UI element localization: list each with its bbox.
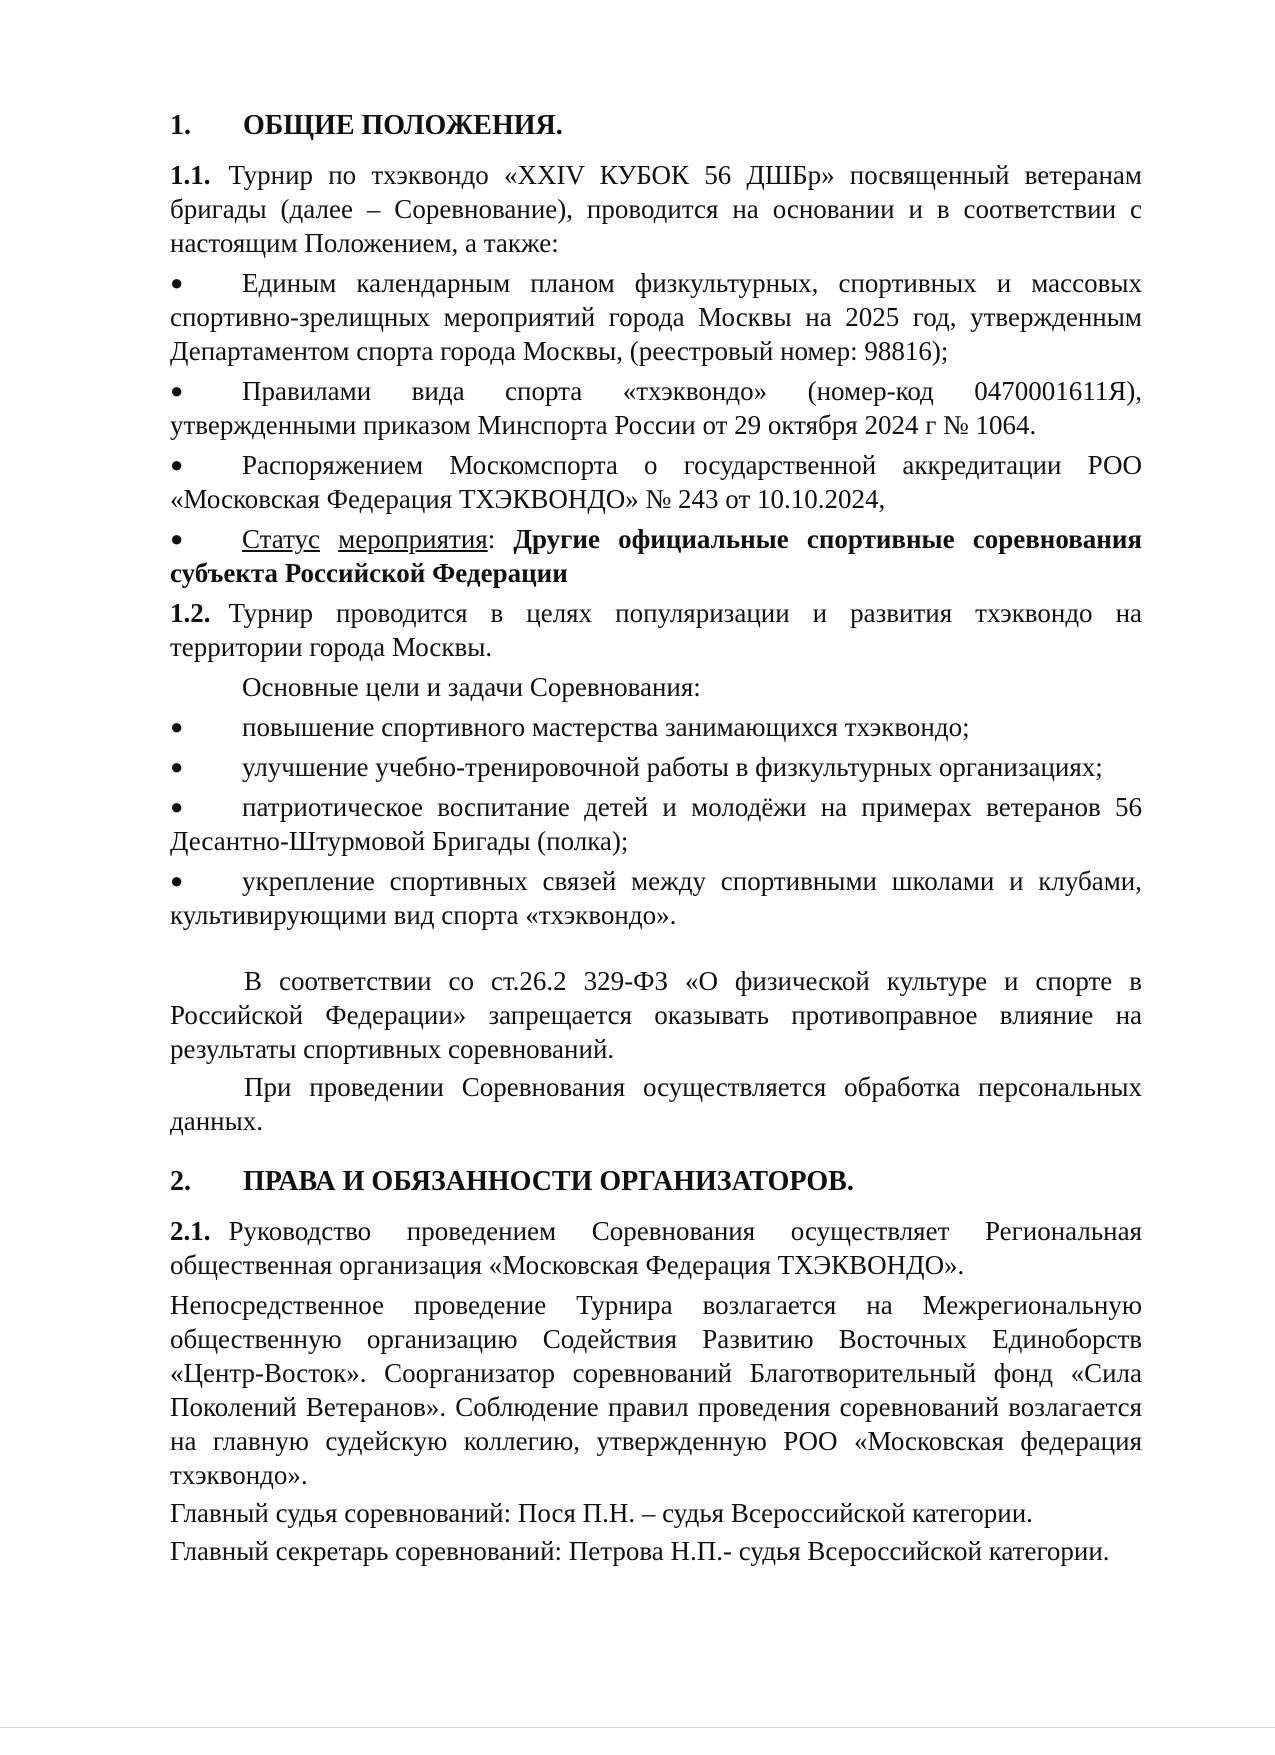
goals-heading: Основные цели и задачи Соревнования: (242, 672, 701, 702)
paragraph-text: Турнир проводится в целях популяризации и развития тхэквондо на территории города Москвы. (170, 598, 1142, 662)
list-item-text: Распоряжением Москомспорта о государственной аккредитации РОО «Московская Федерация ТХЭКВОНДО» № 243 от 10.10.2024, (170, 450, 1142, 514)
chief-secretary-line: Главный секретарь соревнований: Петрова Н.П.- судья Всероссийской категории. (170, 1536, 1110, 1566)
list-item (170, 750, 1142, 784)
paragraph-number: 1.1. (170, 160, 211, 190)
personal-data-paragraph: При проведении Соревнования осуществляется обработка персональных данных. (170, 1072, 1142, 1136)
paragraph-2-1-continued: Непосредственное проведение Турнира возлагается на Межрегиональную общественную организацию Содействия Развитию Восточных Единоборств «Центр-Восток». Соорганизатор соревнований Благотворительный фонд «Сила Поколений Ветеранов». Соблюдение правил проведения соревнований возлагается на главную судейскую коллегию, утвержденную РОО «Московская федерация тхэквондо». (170, 1290, 1142, 1490)
status-label-word-1: Статус (242, 524, 320, 554)
list-item-text: улучшение учебно-тренировочной работы в физкультурных организациях; (242, 752, 1103, 782)
section-title: ОБЩИЕ ПОЛОЖЕНИЯ. (243, 110, 563, 141)
paragraph-2-1 (170, 1214, 1142, 1282)
list-item-text: патриотическое воспитание детей и молодёжи на примерах ветеранов 56 Десантно-Штурмовой Бригады (полка); (170, 792, 1142, 856)
list-item (170, 448, 1142, 516)
list-item (170, 864, 1142, 932)
section-number: 2. (170, 1166, 191, 1197)
bullet-icon: ● (170, 452, 184, 477)
bullet-icon: ● (170, 754, 184, 779)
section-title: ПРАВА И ОБЯЗАННОСТИ ОРГАНИЗАТОРОВ. (243, 1166, 854, 1197)
bullet-icon: ● (170, 794, 184, 819)
paragraph-1-1 (170, 158, 1142, 260)
section-number: 1. (170, 110, 191, 141)
spacer (170, 1142, 1142, 1156)
list-item (170, 790, 1142, 858)
status-label-word-2: мероприятия (338, 524, 488, 554)
paragraph-number: 1.2. (170, 598, 211, 628)
document-body (170, 100, 1142, 1572)
section-1-heading (170, 108, 1142, 144)
section-2-heading (170, 1164, 1142, 1200)
list-item-text: Единым календарным планом физкультурных, спортивных и массовых спортивно-зрелищных мероприятий города Москвы на 2025 год, утвержденным Департаментом спорта города Москвы, (реестровый номер: 98816); (170, 268, 1142, 366)
paragraph-1-2 (170, 596, 1142, 664)
paragraph-text: Турнир по тхэквондо «XXIV КУБОК 56 ДШБр» посвященный ветеранам бригады (далее – Соревнование), проводится на основании и в соответствии с настоящим Положением, а также: (170, 160, 1142, 258)
law-paragraph: В соответствии со ст.26.2 329-ФЗ «О физической культуре и спорте в Российской Федерации» запрещается оказывать противоправное влияние на результаты спортивных соревнований. (170, 966, 1142, 1064)
scan-edge-line (0, 1727, 1275, 1728)
list-item (170, 266, 1142, 368)
bullet-icon: ● (170, 378, 184, 403)
spacer (170, 938, 1142, 964)
status-line (170, 522, 1142, 590)
list-item-text: Правилами вида спорта «тхэквондо» (номер-код 0470001611Я), утвержденными приказом Минспорта России от 29 октября 2024 г № 1064. (170, 376, 1142, 440)
list-item (170, 710, 1142, 744)
bullet-icon: ● (170, 868, 184, 893)
list-item-text: повышение спортивного мастерства занимающихся тхэквондо; (242, 712, 970, 742)
bullet-icon: ● (170, 270, 184, 295)
list-item (170, 374, 1142, 442)
paragraph-text: Руководство проведением Соревнования осуществляет Региональная общественная организация «Московская Федерация ТХЭКВОНДО». (170, 1216, 1142, 1280)
bullet-icon: ● (170, 526, 184, 551)
paragraph-number: 2.1. (170, 1216, 211, 1246)
status-colon: : (487, 524, 496, 554)
chief-judge-line: Главный судья соревнований: Пося П.Н. – судья Всероссийской категории. (170, 1498, 1033, 1528)
list-item-text: укрепление спортивных связей между спортивными школами и клубами, культивирующими вид спорта «тхэквондо». (170, 866, 1142, 930)
bullet-icon: ● (170, 714, 184, 739)
status-value: Другие официальные спортивные соревнования субъекта Российской Федерации (170, 524, 1142, 588)
